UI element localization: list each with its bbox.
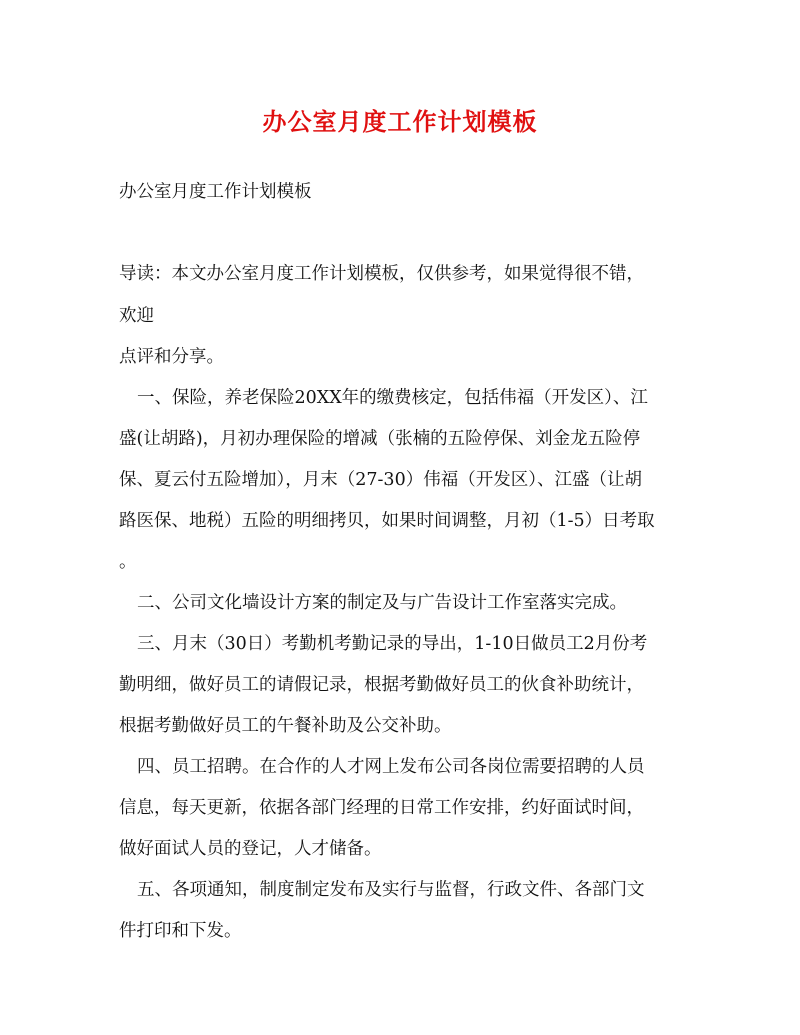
text-line: 根据考勤做好员工的午餐补助及公交补助。 <box>119 716 452 736</box>
text-line: 四、员工招聘。在合作的人才网上发布公司各岗位需要招聘的人员 <box>137 757 645 777</box>
text-line: 信息，每天更新，依据各部门经理的日常工作安排，约好面试时间， <box>119 798 644 818</box>
text-line: 三、月末（30日）考勤机考勤记录的导出，1-10日做员工2月份考 <box>137 634 648 654</box>
text-line: 盛(让胡路)，月初办理保险的增减（张楠的五险停保、刘金龙五险停 <box>119 429 641 449</box>
page-title: 办公室月度工作计划模板 <box>262 107 538 136</box>
text-line: 导读：本文办公室月度工作计划模板，仅供参考，如果觉得很不错， <box>119 264 644 284</box>
text-line: 。 <box>119 552 137 572</box>
document-subtitle: 办公室月度工作计划模板 <box>119 182 312 202</box>
text-line: 五、各项通知，制度制定发布及实行与监督，行政文件、各部门文 <box>137 880 645 900</box>
text-line: 点评和分享。 <box>119 347 224 367</box>
text-line: 勤明细，做好员工的请假记录，根据考勤做好员工的伙食补助统计， <box>119 675 644 695</box>
text-line: 做好面试人员的登记，人才储备。 <box>119 839 382 859</box>
text-line: 路医保、地税）五险的明细拷贝，如果时间调整，月初（1-5）日考取 <box>119 511 655 531</box>
text-line: 二、公司文化墙设计方案的制定及与广告设计工作室落实完成。 <box>137 593 627 613</box>
text-line: 欢迎 <box>119 306 154 326</box>
text-line: 一、保险，养老保险20XX年的缴费核定，包括伟福（开发区）、江 <box>137 388 648 408</box>
text-line: 件打印和下发。 <box>119 921 242 941</box>
text-line: 保、夏云付五险增加），月末（27-30）伟福（开发区）、江盛（让胡 <box>119 470 642 490</box>
